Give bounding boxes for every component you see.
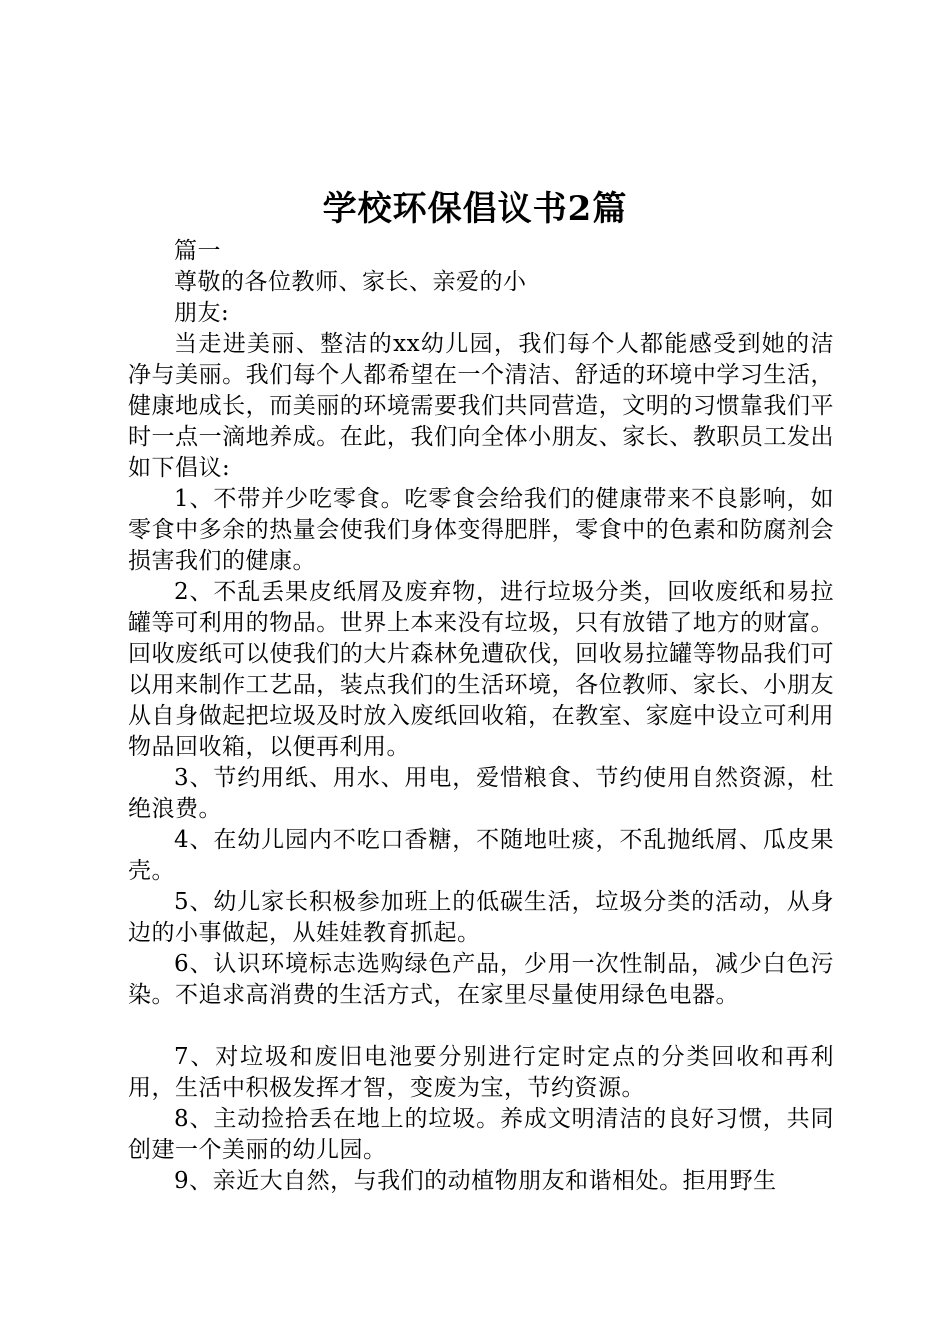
proposal-item-5: 5、幼儿家长积极参加班上的低碳生活，垃圾分类的活动，从身边的小事做起，从娃娃教育抓起。	[128, 889, 834, 946]
section-heading: 篇一	[174, 238, 221, 264]
salutation-line-2: 朋友:	[174, 300, 230, 326]
proposal-item-8: 8、主动捡拾丢在地上的垃圾。养成文明清洁的良好习惯，共同创建一个美丽的幼儿园。	[128, 1106, 834, 1163]
proposal-item-4: 4、在幼儿园内不吃口香糖，不随地吐痰，不乱抛纸屑、瓜皮果壳。	[128, 827, 834, 884]
document-title: 学校环保倡议书2篇	[322, 189, 628, 229]
proposal-item-3: 3、节约用纸、用水、用电，爱惜粮食、节约使用自然资源，杜绝浪费。	[128, 765, 834, 822]
proposal-item-2: 2、不乱丢果皮纸屑及废弃物，进行垃圾分类，回收废纸和易拉罐等可利用的物品。世界上本来没有垃圾，只有放错了地方的财富。回收废纸可以使我们的大片森林免遭砍伐，回收易拉罐等物品我们可以用来制作工艺品，装点我们的生活环境，各位教师、家长、小朋友从自身做起把垃圾及时放入废纸回收箱，在教室、家庭中设立可利用物品回收箱，以便再利用。	[128, 579, 834, 760]
intro-paragraph: 当走进美丽、整洁的xx幼儿园，我们每个人都能感受到她的洁净与美丽。我们每个人都希望在一个清洁、舒适的环境中学习生活，健康地成长，而美丽的环境需要我们共同营造，文明的习惯靠我们平时一点一滴地养成。在此，我们向全体小朋友、家长、教职员工发出如下倡议:	[128, 331, 834, 481]
proposal-item-1: 1、不带并少吃零食。吃零食会给我们的健康带来不良影响，如零食中多余的热量会使我们身体变得肥胖，零食中的色素和防腐剂会损害我们的健康。	[128, 486, 834, 574]
document-body	[128, 236, 834, 1197]
proposal-item-7: 7、对垃圾和废旧电池要分别进行定时定点的分类回收和再利用，生活中积极发挥才智，变废为宝，节约资源。	[128, 1044, 834, 1101]
proposal-item-6: 6、认识环境标志选购绿色产品，少用一次性制品，减少白色污染。不追求高消费的生活方式，在家里尽量使用绿色电器。	[128, 951, 834, 1008]
blank-line	[128, 1011, 834, 1042]
proposal-item-9: 9、亲近大自然，与我们的动植物朋友和谐相处。拒用野生	[174, 1168, 777, 1194]
salutation-line-1: 尊敬的各位教师、家长、亲爱的小	[174, 269, 527, 295]
